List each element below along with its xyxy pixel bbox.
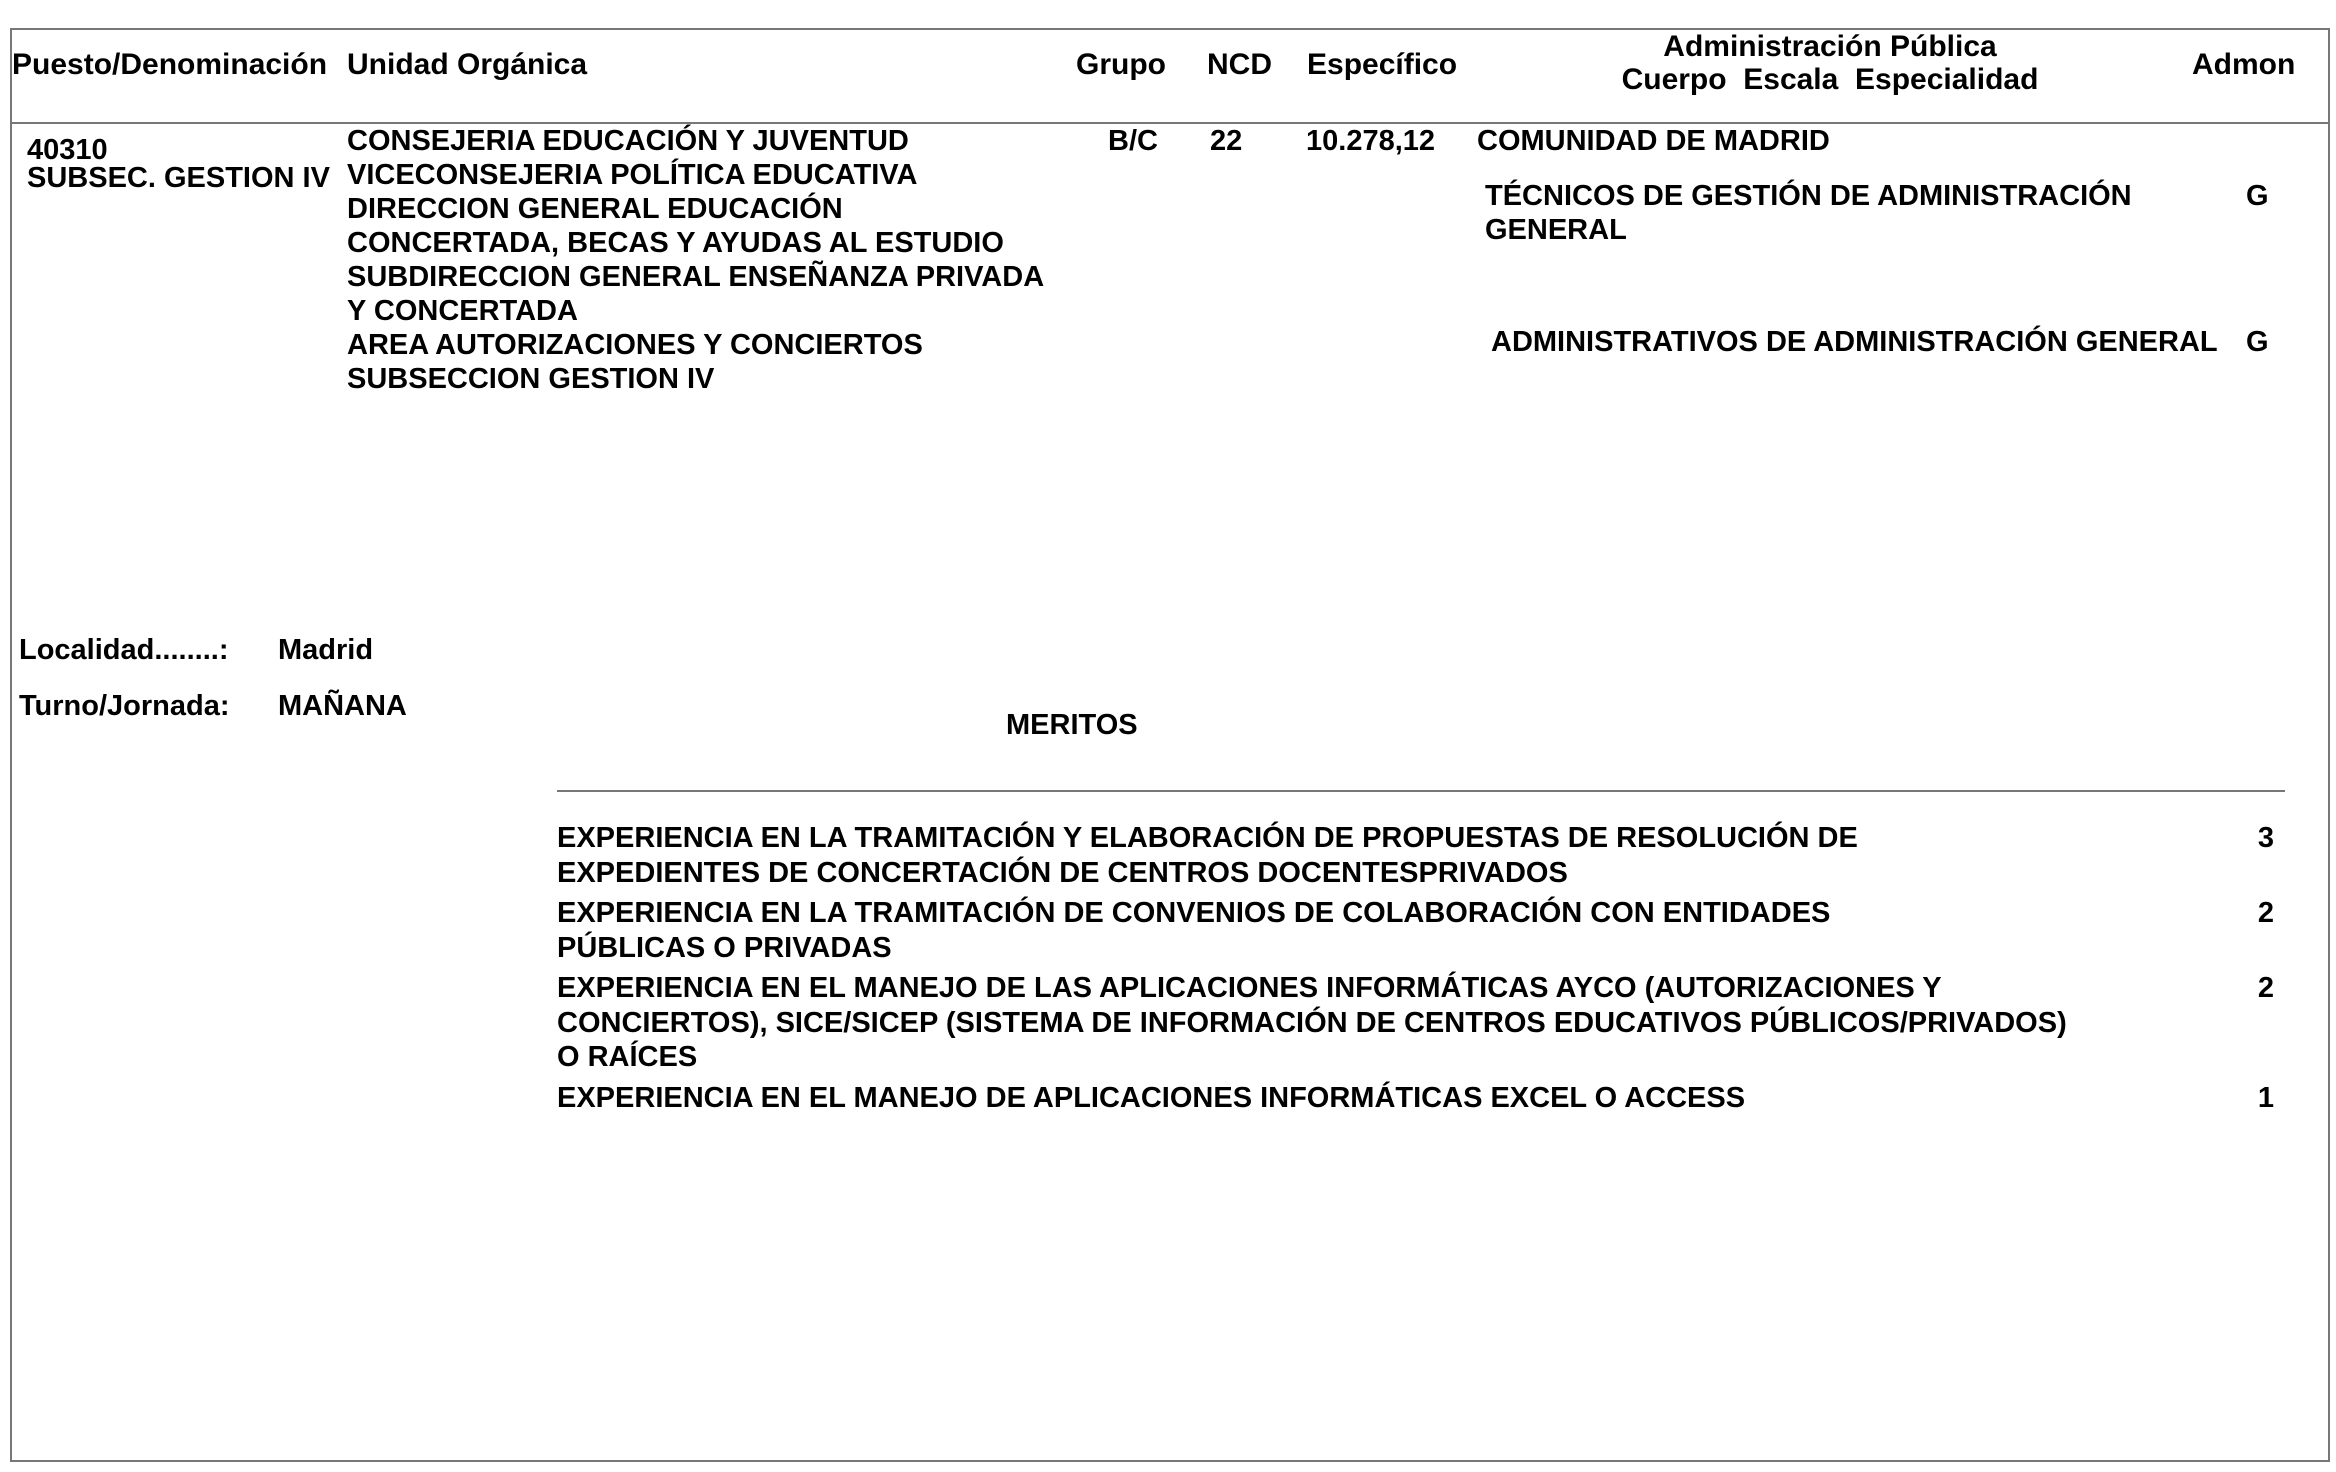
cuerpo-entry [1485,179,2132,247]
turno-value: MAÑANA [278,690,407,722]
merit-score: 2 [2257,897,2275,929]
localidad-value: Madrid [278,634,374,666]
header-admin-subtitle: Cuerpo Escala Especialidad [1621,63,2039,96]
merit-item [557,896,1830,965]
merit-line: EXPERIENCIA EN EL MANEJO DE APLICACIONES INFORMÁTICAS EXCEL O ACCESS [557,1082,1746,1114]
puesto-code: 40310 [27,134,108,166]
merit-line: EXPERIENCIA EN EL MANEJO DE LAS APLICACIONES INFORMÁTICAS AYCO (AUTORIZACIONES Y [557,972,1942,1004]
unidad-line: CONCERTADA, BECAS Y AYUDAS AL ESTUDIO [347,227,1004,259]
ncd-value: 22 [1210,125,1243,157]
grupo-value: B/C [1108,125,1158,157]
header-admon: Admon [2192,48,2296,81]
cuerpo-entry: ADMINISTRATIVOS DE ADMINISTRACIÓN GENERAL [1491,326,2218,358]
cuerpo-admon: G [2246,326,2269,358]
localidad-label: Localidad........: [19,634,229,666]
unidad-line: VICECONSEJERIA POLÍTICA EDUCATIVA [347,159,918,191]
merit-score: 2 [2257,972,2275,1004]
merit-item [557,821,1858,890]
merit-line: PÚBLICAS O PRIVADAS [557,931,892,964]
merit-line: EXPERIENCIA EN LA TRAMITACIÓN Y ELABORACIÓN DE PROPUESTAS DE RESOLUCIÓN DE [557,822,1858,854]
header-unidad: Unidad Orgánica [347,48,588,81]
unidad-line: AREA AUTORIZACIONES Y CONCIERTOS [347,329,923,361]
cuerpo-line: GENERAL [1485,214,1627,246]
header-ncd: NCD [1207,48,1272,81]
merit-line: EXPEDIENTES DE CONCERTACIÓN DE CENTROS DOCENTESPRIVADOS [557,856,1568,889]
unidad-line: CONSEJERIA EDUCACIÓN Y JUVENTUD [347,125,909,157]
unidad-organica [347,124,1044,396]
puesto-name: SUBSEC. GESTION IV [27,162,330,194]
unidad-line: SUBDIRECCION GENERAL ENSEÑANZA PRIVADA [347,261,1045,293]
header-admin-title: Administración Pública [1663,30,1997,63]
header-grupo: Grupo [1076,48,1166,81]
meritos-divider [557,790,2285,792]
especifico-value: 10.278,12 [1306,125,1436,157]
cuerpo-line: TÉCNICOS DE GESTIÓN DE ADMINISTRACIÓN [1485,180,2132,212]
unidad-line: SUBSECCION GESTION IV [347,363,715,395]
meritos-title: MERITOS [1006,709,1138,741]
unidad-line: DIRECCION GENERAL EDUCACIÓN [347,193,843,225]
merit-line: EXPERIENCIA EN LA TRAMITACIÓN DE CONVENIOS DE COLABORACIÓN CON ENTIDADES [557,897,1831,929]
turno-label: Turno/Jornada: [19,690,230,722]
merit-line: O RAÍCES [557,1041,698,1073]
merit-item [557,1081,1745,1116]
merit-score: 1 [2257,1082,2275,1114]
unidad-line: Y CONCERTADA [347,295,578,327]
administracion-name: COMUNIDAD DE MADRID [1477,125,1830,157]
merit-item [557,971,2067,1075]
merit-score: 3 [2257,822,2275,854]
header-puesto: Puesto/Denominación [12,48,328,81]
merit-line: CONCIERTOS), SICE/SICEP (SISTEMA DE INFORMACIÓN DE CENTROS EDUCATIVOS PÚBLICOS/PRIVADOS) [557,1006,2067,1039]
cuerpo-admon: G [2246,180,2269,212]
header-especifico: Específico [1307,48,1458,81]
